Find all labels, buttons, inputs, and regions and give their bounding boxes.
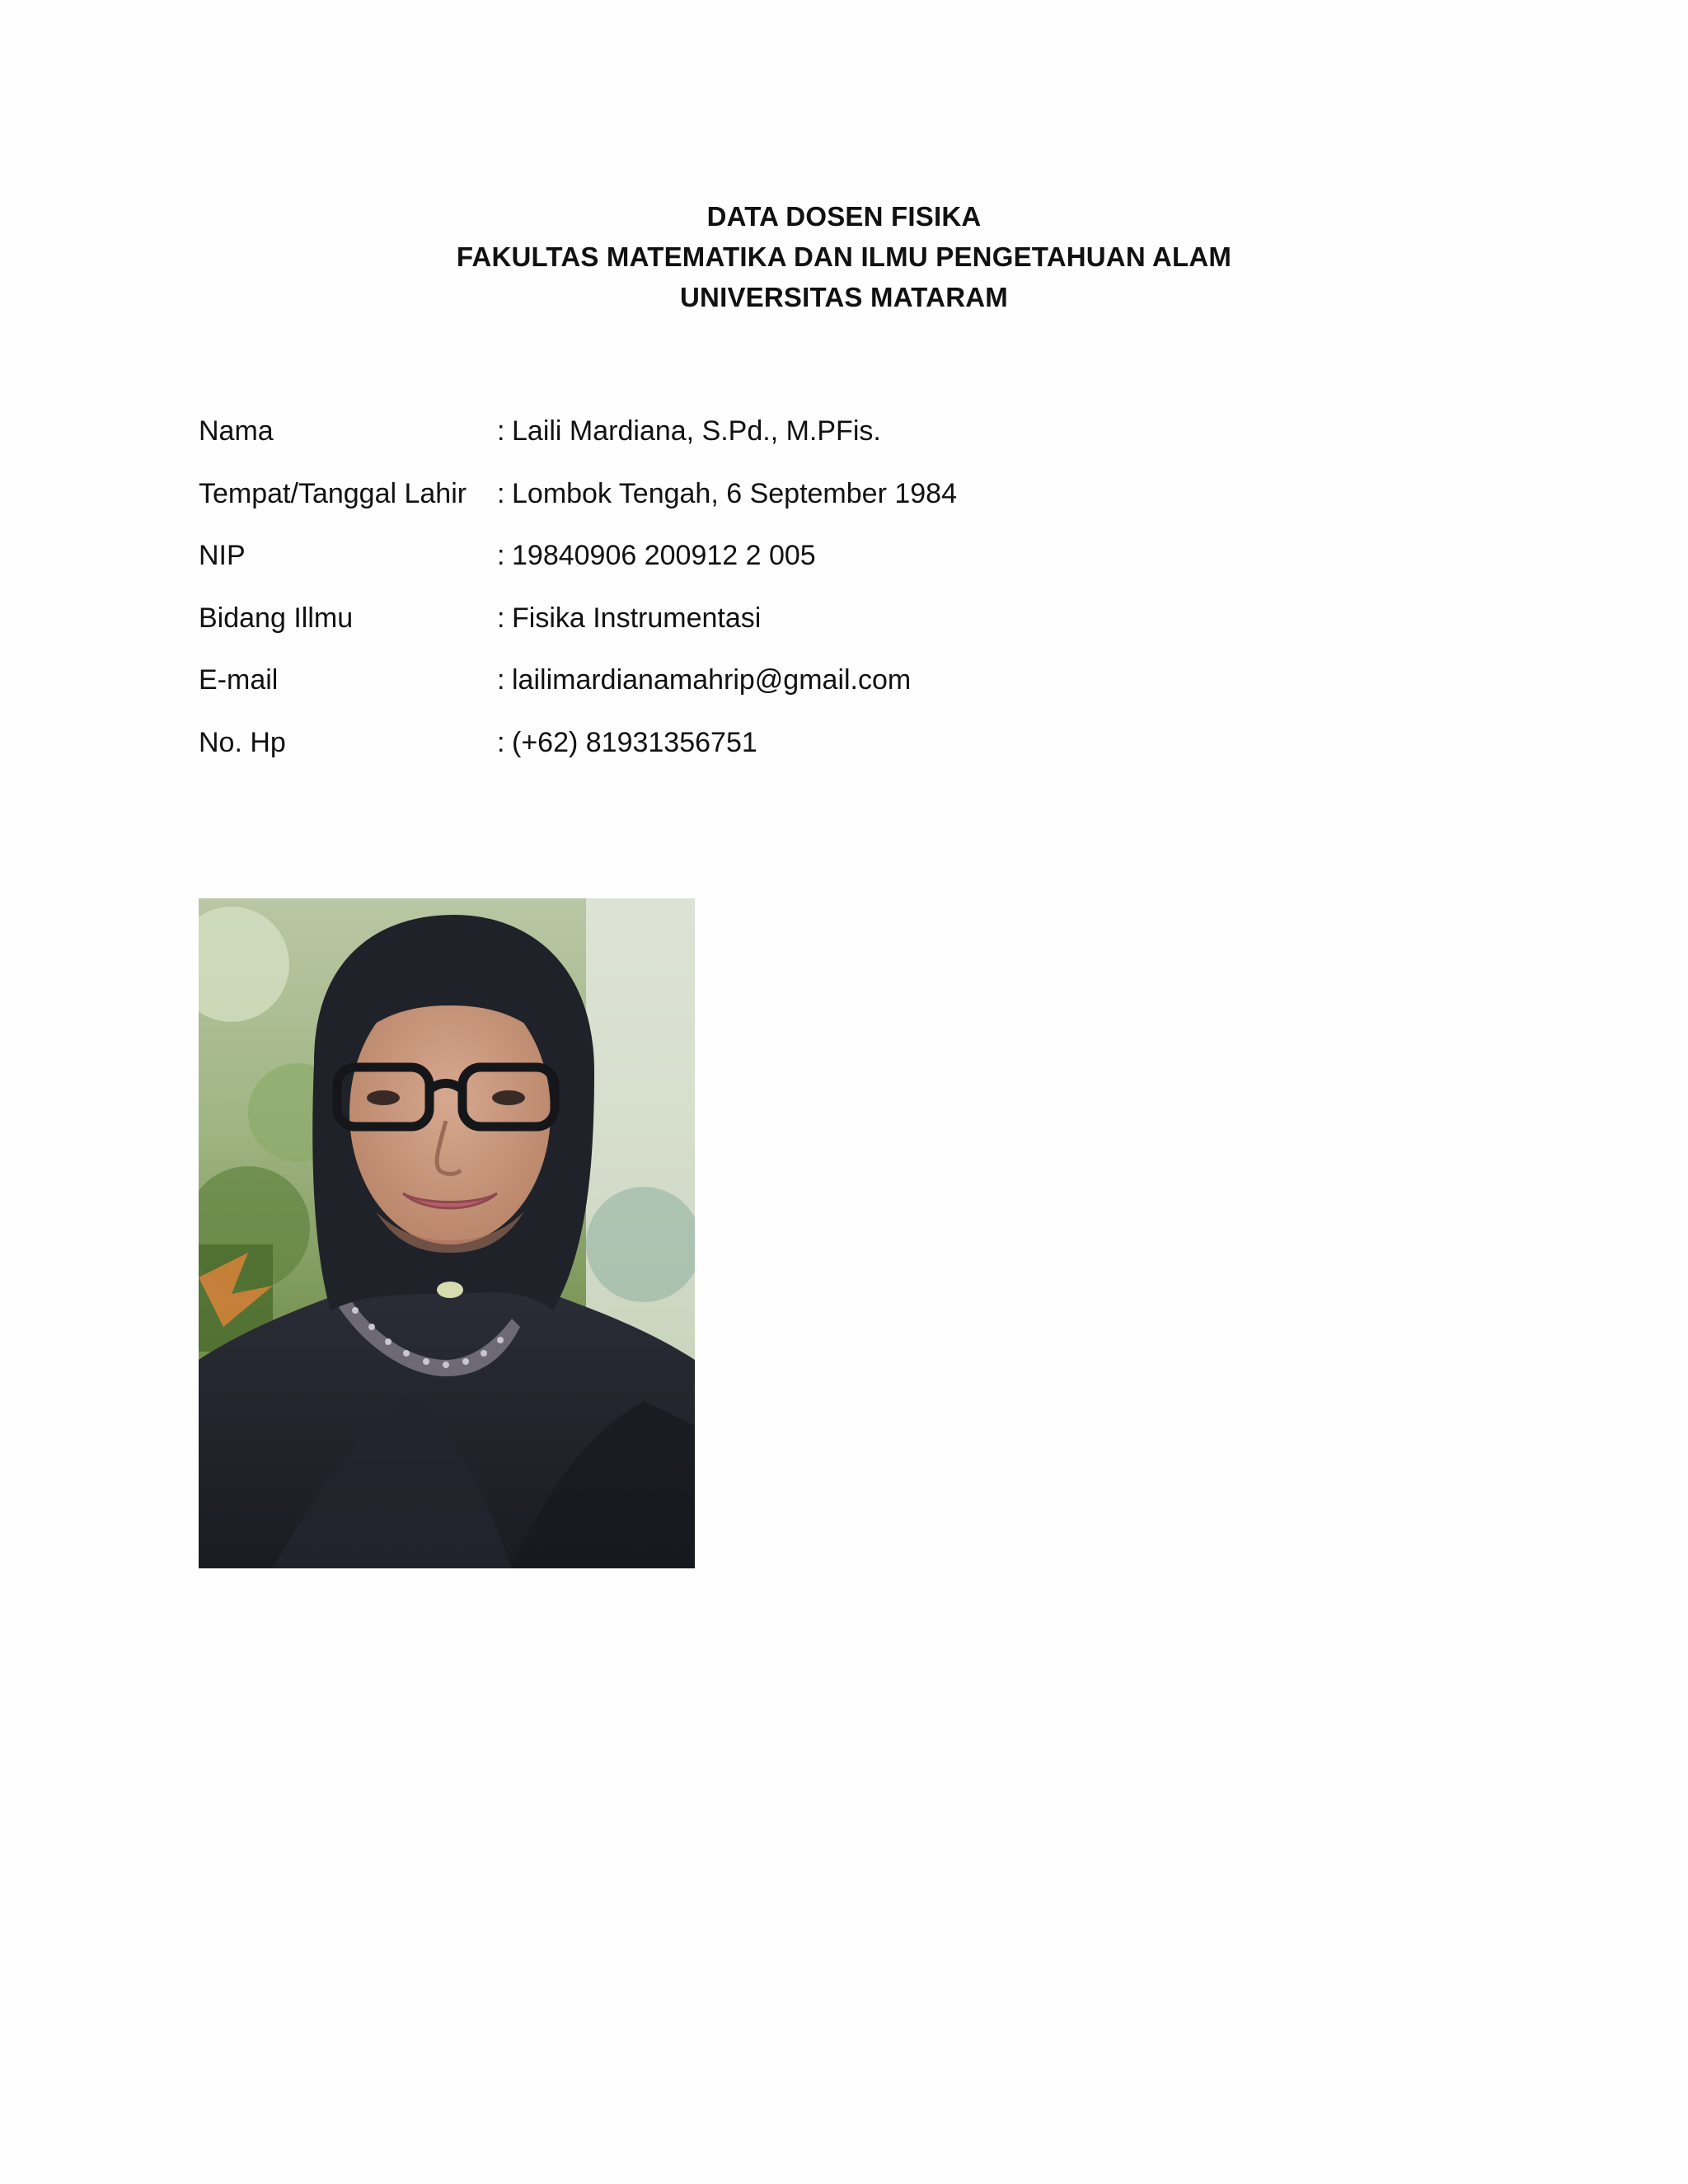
portrait-photo-icon [199,898,695,1568]
field-label: Bidang Illmu [199,602,354,634]
field-label: NIP [199,540,246,572]
field-label: No. Hp [199,726,286,758]
document-header [0,196,1688,317]
field-value-hp: (+62) 81931356751 [512,726,757,758]
field-value-nama: Laili Mardiana, S.Pd., M.PFis. [512,415,881,448]
field-label: Tempat/Tanggal Lahir [199,477,467,509]
field-separator: : [497,477,505,509]
field-separator: : [497,664,505,696]
field-label: E-mail [199,664,279,696]
info-row-hp [199,712,957,775]
info-row-nip [199,525,957,588]
field-value-ttl: Lombok Tengah, 6 September 1984 [512,477,957,509]
field-value-email: lailimardianamahrip@gmail.com [512,664,912,696]
field-separator: : [497,602,505,634]
info-row-email [199,649,957,712]
field-value-bidang: Fisika Instrumentasi [512,602,762,634]
header-title: DATA DOSEN FISIKA [706,201,982,232]
info-row-bidang [199,588,957,650]
header-faculty: FAKULTAS MATEMATIKA DAN ILMU PENGETAHUAN ALAM [456,241,1232,272]
lecturer-info-table [199,401,957,774]
info-row-ttl [199,463,957,526]
field-label: Nama [199,415,274,448]
field-value-nip: 19840906 200912 2 005 [512,540,816,572]
header-university: UNIVERSITAS MATARAM [680,282,1008,312]
field-separator: : [497,726,505,758]
field-separator: : [497,540,505,572]
field-separator: : [497,415,505,448]
info-row-nama [199,401,957,463]
